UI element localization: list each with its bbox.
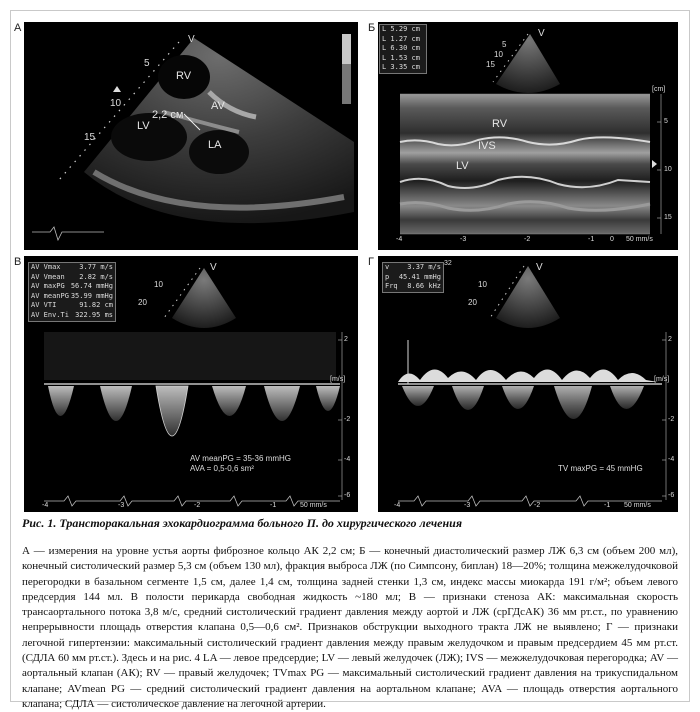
panel-g-scale-tick: -4 xyxy=(668,456,675,463)
panel-v-measurement: AV maxPG 56.74 mmHg xyxy=(31,282,113,291)
panel-b-label-v: V xyxy=(538,28,545,39)
panel-b-measurement: L 5.29 cm xyxy=(382,25,420,33)
panel-v-measurements xyxy=(28,262,116,322)
panel-g-measurements xyxy=(382,262,444,293)
panel-g-scale-tick: -2 xyxy=(668,416,675,423)
panel-b-scale-tick: 15 xyxy=(664,214,672,221)
panel-v-scale-tick: -4 xyxy=(344,456,351,463)
panel-g-measurement: p 45.41 mmHg xyxy=(385,272,441,281)
panel-a-label-v: V xyxy=(188,34,195,45)
panel-a-depth-15: 15 xyxy=(84,132,96,143)
panel-b-label-ivs: IVS xyxy=(478,140,496,152)
figure-title: Трансторакальная эхокардиограмма больного П. до хирургического лечения xyxy=(59,516,463,530)
panel-v-depth-10: 10 xyxy=(154,280,163,289)
panel-b-time-tick: -1 xyxy=(588,236,595,243)
panel-b-scale-tick: 10 xyxy=(664,166,672,173)
panel-g-time-tick: -1 xyxy=(604,502,611,509)
panel-b-sweep-speed: 50 mm/s xyxy=(626,236,653,243)
panel-g-scale-tick: 2 xyxy=(668,336,672,343)
panel-b-measurement: L 6.30 cm xyxy=(382,44,420,53)
panel-a-annulus-measure: 2,2 см xyxy=(152,109,184,121)
panel-a-echo-image xyxy=(24,22,358,250)
panel-g-letter: Г xyxy=(368,256,374,268)
figure-caption xyxy=(22,516,678,531)
panel-a-depth-10: 10 xyxy=(110,98,122,109)
panel-b-measurements xyxy=(379,24,427,74)
panel-b-label-rv: RV xyxy=(492,118,508,130)
panel-b-depth-10: 10 xyxy=(494,50,503,59)
panel-b-time-tick: -2 xyxy=(524,236,531,243)
figure-number: Рис. 1. xyxy=(22,516,57,530)
panel-v-time-tick: -1 xyxy=(270,502,277,509)
panel-g-depth-20: 20 xyxy=(468,298,477,307)
panel-b-measurement: L 3.35 cm xyxy=(382,63,420,72)
panel-a-letter: А xyxy=(14,22,22,34)
panel-v-label-v: V xyxy=(210,262,217,273)
panel-v-scale-tick: 2 xyxy=(344,336,348,343)
panel-a-label-lv: LV xyxy=(137,120,150,132)
panel-v-measurement: AV meanPG 35.99 mmHg xyxy=(31,291,113,300)
panel-b-time-tick: 0 xyxy=(610,236,614,243)
panel-g-corner-value: 32 xyxy=(444,260,452,267)
panel-b-depth-5: 5 xyxy=(502,40,507,49)
panel-g-measurement: v 3.37 m/s xyxy=(385,263,441,271)
panel-g-annotation-tv-maxpg: TV maxPG = 45 mmHG xyxy=(558,464,643,473)
panel-g-depth-10: 10 xyxy=(478,280,487,289)
panel-v-time-tick: -3 xyxy=(118,502,125,509)
panel-b-scale-tick: 5 xyxy=(664,118,668,125)
panel-g-label-v: V xyxy=(536,262,543,273)
panel-b-label-lv: LV xyxy=(456,160,469,172)
panel-b-time-tick: -4 xyxy=(396,236,403,243)
panel-v-time-tick: -2 xyxy=(194,502,201,509)
panel-v-annotation-ava: AVA = 0,5-0,6 sm² xyxy=(190,464,254,473)
panel-b-time-tick: -3 xyxy=(460,236,467,243)
panel-g-doppler-image xyxy=(378,256,678,512)
panel-b-mmode-image xyxy=(378,22,678,250)
panel-g-measurement: Frq 8.66 kHz xyxy=(385,282,441,291)
panel-a-label-av: AV xyxy=(211,100,225,112)
panel-v-scale-tick: -2 xyxy=(344,416,351,423)
panel-a-label-rv: RV xyxy=(176,70,192,82)
figure-legend: А — измерения на уровне устья аорты фиброзное кольцо АК 2,2 см; Б — конечный диастолический размер ЛЖ 6,3 см (объем 200 мл), конечный систолический размер 5,3 см (объем 130 мл), фракция выброса ЛЖ (по Симпсону, биплан) 18—20%; толщина межжелудочковой перегородки в базальном сегменте 1,5 см, далее 1,4 см, толщина задней стенки 1,3 см, индекс массы миокарда 191 г/м²; объем левого предсердия 144 мл. В полости перикарда свободная жидкость ~180 мл; В — признаки стеноза АК: максимальная скорость трансаортального потока 3,8 м/с, средний систолический градиент давления между аортой и ЛЖ (срГДсАК) 36 мм рт.ст., по уравнению непрерывности площадь отверстия клапана 0,5—0,6 см². Признаков обструкции выходного тракта ЛЖ не выявлено; Г — признаки легочной гипертензии: максимальный систолический градиент давления между правым желудочком и правым предсердием 45 мм рт.ст. (СДЛА 60 мм рт.ст.). Здесь и на рис. 4 LA — левое предсердие; LV — левый желудочек (ЛЖ); IVS — межжелудочковая перегородка; AV — аортальный клапан (АК); RV — правый желудочек; TVmax PG — максимальный систолический градиент давления на трикуспидальном клапане; AVmean PG — средний систолический градиент давления на аортальном клапане; AVA — площадь отверстия аортального клапана; СДЛА — систолическое давление на легочной артерии. xyxy=(22,545,678,710)
panel-v-unit: [m/s] xyxy=(330,376,346,383)
panel-v-doppler-image xyxy=(24,256,358,512)
panel-v-measurement: AV Vmean 2.82 m/s xyxy=(31,272,113,281)
panel-b-measurement: L 1.53 cm xyxy=(382,53,420,62)
panel-v-measurement: AV VTI 91.82 cm xyxy=(31,301,113,310)
panel-v-depth-20: 20 xyxy=(138,298,147,307)
panel-v-time-tick: -4 xyxy=(42,502,49,509)
panel-v-measurement: AV Vmax 3.77 m/s xyxy=(31,263,113,271)
panel-b-measurement: L 1.27 cm xyxy=(382,34,420,43)
panel-a-label-la: LA xyxy=(208,139,222,151)
panel-v-sweep-speed: 50 mm/s xyxy=(300,502,327,509)
panel-v-letter: В xyxy=(14,256,22,268)
panel-a-depth-5: 5 xyxy=(144,58,150,69)
panel-v-measurement: AV Env.Ti 322.95 ms xyxy=(31,310,113,319)
panel-g-scale-tick: -6 xyxy=(668,492,675,499)
panel-v-scale-tick: -6 xyxy=(344,492,351,499)
panel-b-unit: [cm] xyxy=(652,86,666,93)
panel-v-annotation-meanpg: AV meanPG = 35-36 mmHG xyxy=(190,454,291,463)
panel-b-letter: Б xyxy=(368,22,376,34)
panel-g-time-tick: -3 xyxy=(464,502,471,509)
panel-g-time-tick: -4 xyxy=(394,502,401,509)
panel-g-unit: [m/s] xyxy=(654,376,670,383)
panel-g-time-tick: -2 xyxy=(534,502,541,509)
panel-g-sweep-speed: 50 mm/s xyxy=(624,502,651,509)
panel-b-depth-15: 15 xyxy=(486,60,495,69)
